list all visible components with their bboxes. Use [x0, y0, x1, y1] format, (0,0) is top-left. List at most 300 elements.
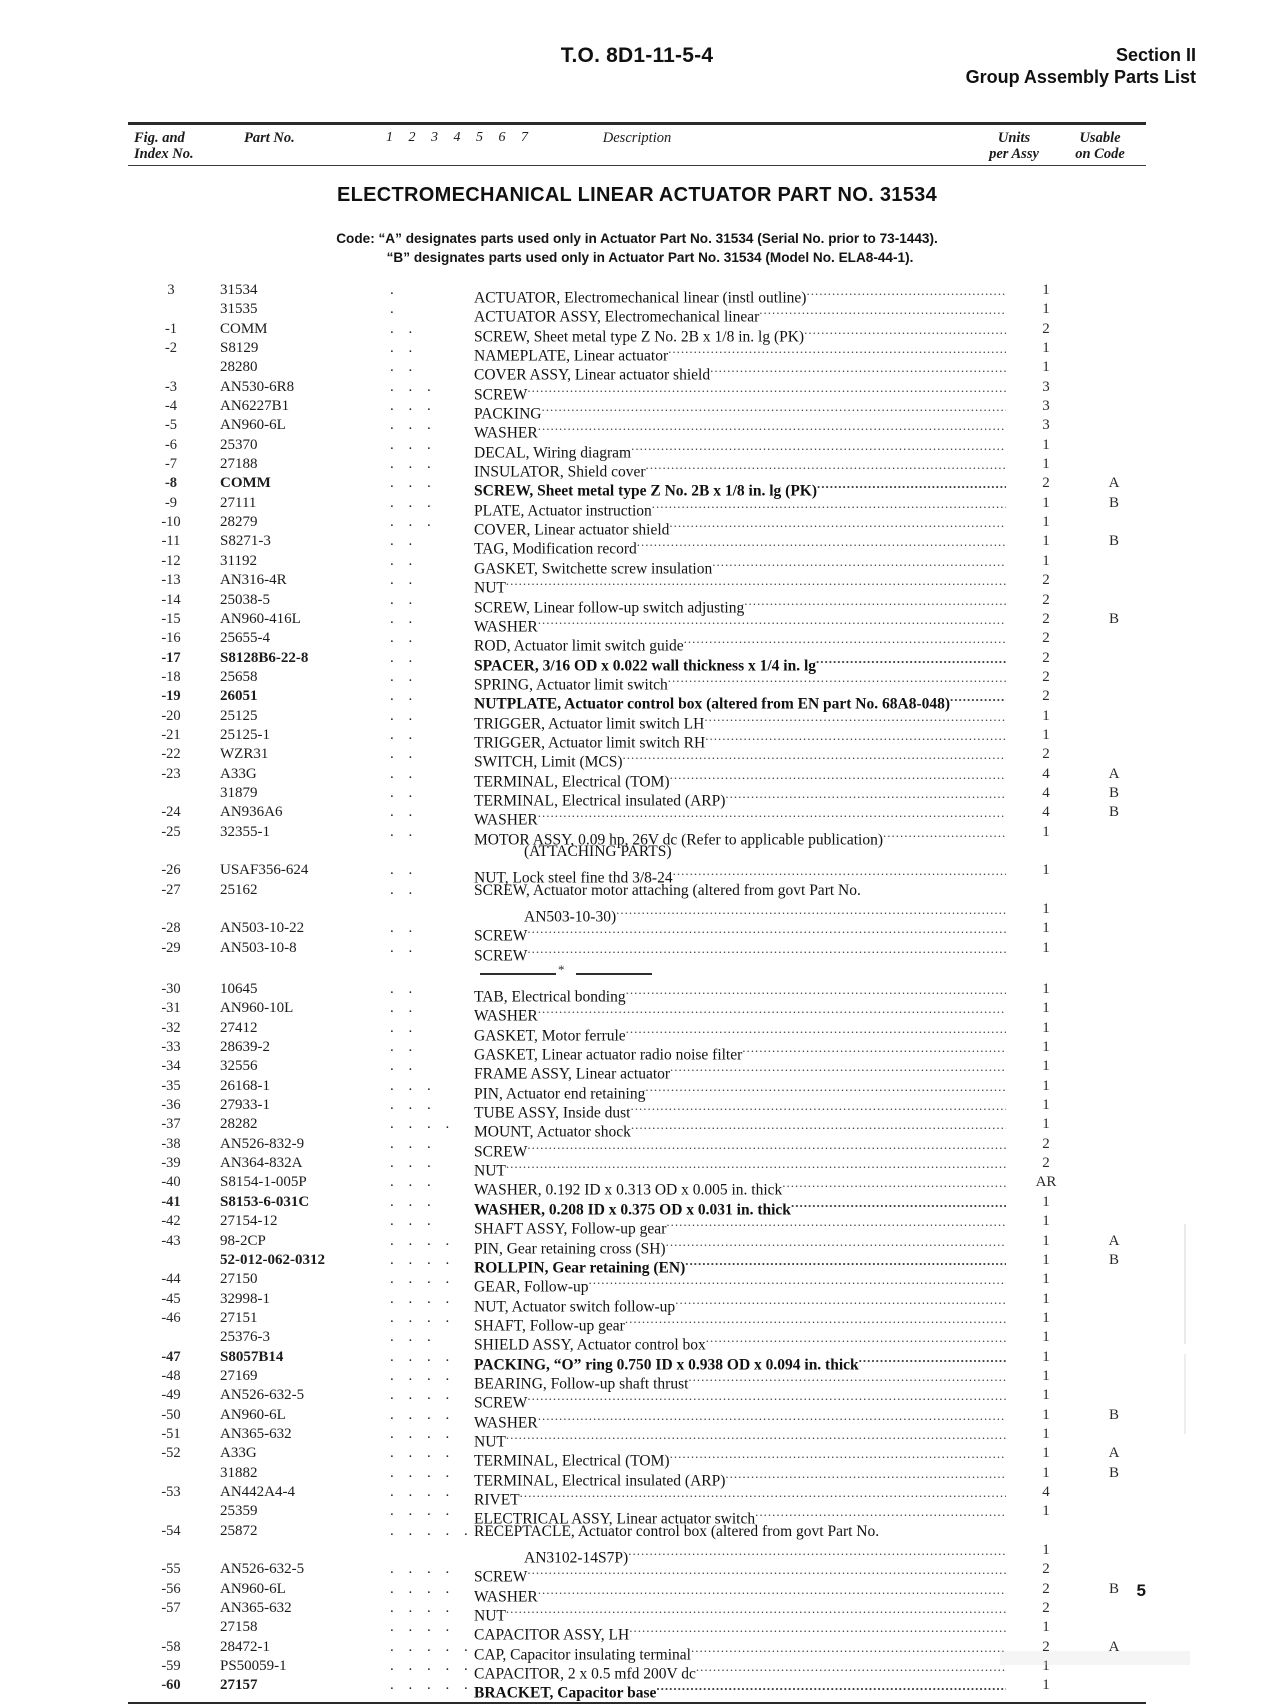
cell-indent-dots: . . . [390, 417, 437, 434]
cell-indent-dots: . . . . [390, 1580, 455, 1597]
cell-units-per-assy: 2 [1042, 1600, 1050, 1617]
description-text: CAP, Capacitor insulating terminal [474, 1646, 691, 1664]
description-text: SCREW [474, 947, 528, 965]
cell-units-per-assy: 2 [1042, 610, 1050, 627]
leader-dots [538, 999, 1006, 1018]
description-text: FRAME ASSY, Linear actuator [474, 1065, 671, 1083]
description-text: NUT [474, 1607, 506, 1625]
description-text: MOUNT, Actuator shock [474, 1123, 631, 1141]
cell-units-per-assy: 2 [1042, 630, 1050, 647]
leader-dots [806, 281, 1006, 300]
leader-dots [791, 1193, 1006, 1212]
leader-dots [704, 707, 1006, 726]
cell-part-number: 98-2CP [220, 1232, 266, 1249]
cell-part-number: S8153-6-031C [220, 1193, 310, 1210]
leader-dots [706, 1328, 1006, 1347]
cell-indent-dots: . . . . [390, 1387, 455, 1404]
cell-figure-index: -59 [161, 1658, 181, 1675]
cell-units-per-assy: 1 [1042, 1039, 1050, 1056]
cell-indent-dots: . . [390, 1019, 418, 1036]
cell-figure-index: -7 [164, 456, 178, 473]
leader-dots [637, 532, 1006, 551]
description-text: NUT, Lock steel fine thd 3/8-24 [474, 869, 673, 887]
description-text: (ATTACHING PARTS) [524, 842, 672, 860]
cell-figure-index: -20 [161, 707, 181, 724]
leader-dots [668, 668, 1006, 687]
leader-dots [623, 745, 1006, 764]
table-row [128, 358, 1146, 384]
cell-units-per-assy: 1 [1042, 920, 1050, 937]
cell-figure-index: -9 [164, 494, 178, 511]
description-text: GEAR, Follow-up [474, 1278, 589, 1296]
cell-units-per-assy: 1 [1042, 1232, 1050, 1249]
leader-dots [883, 823, 1006, 842]
cell-part-number: 27412 [220, 1019, 258, 1036]
column-header-figure-line1: Fig. and [134, 130, 185, 146]
leader-dots [670, 1444, 1006, 1463]
leader-dots [668, 339, 1006, 358]
divider-line-right [576, 973, 652, 975]
document-number: T.O. 8D1-11-5-4 [560, 44, 714, 67]
leader-dots [759, 300, 1006, 319]
cell-usable-on-code: B [1108, 494, 1119, 511]
cell-part-number: S8129 [220, 340, 259, 357]
cell-units-per-assy: 1 [1042, 436, 1050, 453]
cell-indent-dots: . . [390, 1000, 418, 1017]
cell-indent-dots: . . . [390, 475, 437, 492]
cell-part-number: COMM [220, 320, 268, 337]
leader-dots [675, 1290, 1006, 1309]
cell-indent-dots: . . . [390, 1193, 437, 1210]
cell-units-per-assy: 1 [1042, 1619, 1050, 1636]
description-text: TERMINAL, Electrical insulated (ARP) [474, 1471, 726, 1489]
description-text: INSULATOR, Shield cover [474, 463, 646, 481]
cell-units-per-assy: 4 [1042, 784, 1050, 801]
leader-dots [520, 1483, 1006, 1502]
table-row [128, 881, 1146, 900]
table-row [128, 1309, 1146, 1335]
description-text: SHAFT, Follow-up gear [474, 1317, 625, 1335]
cell-part-number: 10645 [220, 981, 258, 998]
table-row [128, 1618, 1146, 1644]
cell-figure-index: -55 [161, 1561, 181, 1578]
description-text: WASHER [474, 1588, 538, 1606]
cell-figure-index: -35 [161, 1077, 181, 1094]
leader-dots [589, 1270, 1006, 1289]
cell-units-per-assy: 2 [1042, 320, 1050, 337]
table-row [128, 1096, 1146, 1122]
table-row [128, 1444, 1146, 1470]
cell-figure-index: -1 [164, 320, 178, 337]
cell-part-number: AN960-10L [220, 1000, 294, 1017]
leader-dots [538, 416, 1006, 435]
cell-figure-index: -28 [161, 920, 181, 937]
table-row [128, 532, 1146, 558]
cell-part-number: AN364-832A [220, 1155, 303, 1172]
description-text: TAG, Modification record [474, 540, 637, 558]
description-text: SCREW, Sheet metal type Z No. 2B x 1/8 in. lg (PK) [474, 482, 818, 500]
cell-figure-index: -36 [161, 1097, 181, 1114]
table-row [128, 1019, 1146, 1045]
cell-usable-on-code: A [1108, 1445, 1120, 1462]
leader-dots [506, 1154, 1006, 1173]
description-text: PIN, Gear retaining cross (SH) [474, 1239, 666, 1257]
leader-dots [859, 1348, 1006, 1367]
cell-part-number: AN6227B1 [220, 398, 290, 415]
scan-artifact [1000, 1651, 1190, 1665]
cell-indent-dots: . . [390, 1058, 418, 1075]
description-text: ACTUATOR ASSY, Electromechanical linear [474, 308, 760, 326]
leader-dots [629, 1618, 1006, 1637]
cell-figure-index: -53 [161, 1483, 181, 1500]
column-header-indent-levels: 1 2 3 4 5 6 7 [386, 130, 534, 145]
table-row [128, 1386, 1146, 1412]
assembly-title-block [128, 184, 1146, 267]
cell-figure-index: -48 [161, 1367, 181, 1384]
leader-dots [646, 455, 1007, 474]
scan-artifact [1184, 1354, 1186, 1434]
cell-part-number: 31882 [220, 1464, 258, 1481]
cell-part-number: 32355-1 [220, 823, 270, 840]
leader-dots [712, 552, 1006, 571]
description-text: DECAL, Wiring diagram [474, 444, 632, 462]
table-row [128, 281, 1146, 307]
table-row [128, 378, 1146, 404]
table-row [128, 552, 1146, 578]
cell-indent-dots: . . . [390, 398, 437, 415]
table-row [128, 980, 1146, 1006]
cell-figure-index: -47 [161, 1348, 181, 1365]
table-row [128, 1464, 1146, 1489]
leader-dots [670, 1057, 1006, 1076]
cell-units-per-assy: 1 [1042, 1387, 1050, 1404]
cell-units-per-assy: 1 [1042, 1542, 1050, 1558]
cell-part-number: 27933-1 [220, 1097, 270, 1114]
table-row [128, 1560, 1146, 1586]
section-heading [966, 44, 1196, 89]
table-row [128, 1232, 1146, 1257]
cell-units-per-assy: 1 [1042, 1213, 1050, 1230]
table-row [128, 1483, 1146, 1509]
cell-indent-dots: . . . . [390, 1483, 455, 1500]
description-text: SCREW [474, 1568, 528, 1586]
cell-indent-dots: . . . . . [390, 1658, 474, 1675]
cell-part-number: AN526-832-9 [220, 1135, 305, 1152]
description-text: AN503-10-30) [524, 908, 617, 926]
description-text: SCREW [474, 927, 528, 945]
cell-units-per-assy: 1 [1042, 552, 1050, 569]
cell-part-number: 27154-12 [220, 1213, 278, 1230]
leader-dots [527, 1560, 1006, 1579]
cell-part-number: AN316-4R [220, 572, 287, 589]
cell-units-per-assy: 1 [1042, 1097, 1050, 1114]
cell-figure-index: -12 [161, 552, 181, 569]
cell-indent-dots: . . [390, 862, 418, 879]
leader-dots [656, 1676, 1006, 1695]
table-row [128, 1057, 1146, 1083]
table-row [128, 1193, 1146, 1219]
leader-dots [527, 1386, 1006, 1405]
description-text: RIVET [474, 1491, 520, 1509]
description-text: ELECTRICAL ASSY, Linear actuator switch [474, 1510, 756, 1528]
table-row [128, 1077, 1146, 1103]
cell-indent-dots: . . . [390, 514, 437, 531]
cell-units-per-assy: 1 [1042, 901, 1050, 917]
description-text: PLATE, Actuator instruction [474, 502, 652, 520]
cell-part-number: 25376-3 [220, 1329, 270, 1346]
cell-part-number: S8128B6-22-8 [220, 649, 309, 666]
description-text: PACKING [474, 405, 542, 423]
description-text: GASKET, Linear actuator radio noise filter [474, 1046, 743, 1064]
cell-units-per-assy: 1 [1042, 456, 1050, 473]
table-row [128, 320, 1146, 346]
cell-indent-dots: . . . [390, 1329, 437, 1346]
table-row [128, 1580, 1146, 1606]
cell-figure-index: -11 [161, 533, 181, 550]
cell-part-number: S8154-1-005P [220, 1174, 307, 1191]
description-text: NUT, Actuator switch follow-up [474, 1297, 676, 1315]
table-row [128, 939, 1146, 965]
table-row [128, 900, 1146, 926]
cell-indent-dots: . . [390, 610, 418, 627]
cell-description [524, 842, 1006, 861]
table-row [128, 1367, 1146, 1393]
column-header-units-per-assy [974, 130, 1054, 162]
cell-indent-dots: . . [390, 707, 418, 724]
cell-units-per-assy: 1 [1042, 939, 1050, 956]
cell-indent-dots: . . . [390, 494, 437, 511]
cell-figure-index: -25 [161, 823, 181, 840]
leader-dots [688, 1367, 1006, 1386]
description-text: WASHER [474, 1413, 538, 1431]
leader-dots [666, 1212, 1006, 1231]
cell-part-number: 32998-1 [220, 1290, 270, 1307]
description-text: COVER ASSY, Linear actuator shield [474, 366, 711, 384]
cell-figure-index: -24 [161, 804, 181, 821]
leader-dots [673, 861, 1006, 880]
cell-part-number: AN960-6L [220, 1406, 286, 1423]
cell-indent-dots: . . . [390, 1155, 437, 1172]
leader-dots [684, 629, 1006, 648]
cell-figure-index: -37 [161, 1116, 181, 1133]
cell-figure-index: -18 [161, 668, 181, 685]
cell-units-per-assy: 2 [1042, 591, 1050, 608]
cell-units-per-assy: 1 [1042, 1019, 1050, 1036]
cell-figure-index: -4 [164, 398, 178, 415]
cell-part-number: 28639-2 [220, 1039, 270, 1056]
cell-part-number: 25125-1 [220, 726, 270, 743]
column-header-code-line1: Usable [1079, 130, 1121, 146]
column-header-description: Description [602, 130, 672, 146]
table-row [128, 1290, 1146, 1315]
cell-figure-index: -29 [161, 939, 181, 956]
cell-part-number: 31192 [220, 552, 257, 569]
cell-part-number: 25125 [220, 707, 258, 724]
table-row [128, 610, 1146, 636]
cell-part-number: AN503-10-8 [220, 939, 297, 956]
table-row [128, 513, 1146, 539]
cell-units-per-assy: 1 [1042, 514, 1050, 531]
cell-indent-dots: . . . . [390, 1600, 455, 1617]
header-rule-bottom [128, 165, 1146, 166]
cell-indent-dots: . . . . [390, 1619, 455, 1636]
description-text: AN3102-14S7P) [524, 1549, 629, 1567]
cell-part-number: 27158 [220, 1619, 258, 1636]
leader-dots [670, 765, 1006, 784]
leader-dots [631, 436, 1006, 455]
cell-figure-index: -17 [161, 649, 181, 666]
table-row [128, 1638, 1146, 1664]
section-label: Section II [1115, 45, 1196, 65]
table-row [128, 300, 1146, 326]
leader-dots [541, 397, 1006, 416]
cell-figure-index: -5 [164, 417, 178, 434]
cell-figure-index: -10 [161, 514, 181, 531]
cell-indent-dots: . . [390, 746, 418, 763]
cell-usable-on-code: B [1108, 1464, 1119, 1481]
cell-units-per-assy: 1 [1042, 1329, 1050, 1346]
description-text: TERMINAL, Electrical insulated (ARP) [474, 792, 726, 810]
cell-part-number: 25038-5 [220, 591, 270, 608]
cell-units-per-assy: 1 [1042, 1464, 1050, 1481]
cell-figure-index: -58 [161, 1638, 181, 1655]
description-text: TERMINAL, Electrical (TOM) [474, 1452, 670, 1470]
leader-dots [817, 474, 1006, 493]
cell-usable-on-code: B [1108, 1406, 1119, 1423]
cell-usable-on-code: B [1108, 784, 1119, 801]
table-row [128, 1522, 1146, 1541]
cell-indent-dots: . . [390, 668, 418, 685]
cell-figure-index: -32 [161, 1019, 181, 1036]
cell-units-per-assy: 1 [1042, 533, 1050, 550]
cell-units-per-assy: 1 [1042, 340, 1050, 357]
cell-indent-dots: . . [390, 552, 418, 569]
cell-part-number: 28472-1 [220, 1638, 270, 1655]
cell-part-number: AN526-632-5 [220, 1387, 305, 1404]
table-row [128, 803, 1146, 829]
cell-units-per-assy: 2 [1042, 746, 1050, 763]
table-row [128, 687, 1146, 713]
cell-part-number: 31535 [220, 301, 258, 318]
leader-dots [527, 919, 1006, 938]
table-row [128, 842, 1146, 861]
cell-part-number: 27188 [220, 456, 258, 473]
description-text: ROLLPIN, Gear retaining (EN) [474, 1259, 686, 1277]
description-text: NAMEPLATE, Linear actuator [474, 347, 669, 365]
cell-indent-dots: . . . . . [390, 1677, 474, 1694]
cell-units-per-assy: 1 [1042, 726, 1050, 743]
table-row [128, 1599, 1146, 1625]
cell-units-per-assy: 3 [1042, 378, 1050, 395]
cell-indent-dots: . . . . [390, 1116, 455, 1133]
cell-part-number: COMM [220, 475, 271, 492]
table-row [128, 861, 1146, 887]
table-row [128, 1657, 1146, 1683]
table-row [128, 455, 1146, 481]
running-head [78, 44, 1196, 106]
cell-indent-dots: . . . . [390, 1271, 455, 1288]
description-text: WASHER [474, 618, 538, 636]
cell-figure-index: -46 [161, 1309, 181, 1326]
cell-figure-index: -51 [161, 1425, 181, 1442]
cell-units-per-assy: 1 [1042, 1058, 1050, 1075]
description-text: SCREW [474, 1143, 528, 1161]
cell-figure-index: -41 [161, 1193, 181, 1210]
table-row [128, 591, 1146, 616]
cell-part-number: A33G [220, 765, 257, 782]
table-row [128, 571, 1146, 597]
cell-figure-index: -13 [161, 572, 181, 589]
description-text: SCREW, Actuator motor attaching (altered from govt Part No. [474, 881, 861, 899]
cell-figure-index: -23 [161, 765, 181, 782]
cell-indent-dots: . [390, 282, 400, 298]
description-text: NUTPLATE, Actuator control box (altered from EN part No. 68A8-048) [474, 695, 951, 713]
cell-units-per-assy: 1 [1042, 1193, 1050, 1210]
cell-units-per-assy: 1 [1042, 1000, 1050, 1017]
table-row [128, 1135, 1146, 1161]
table-row [128, 1328, 1146, 1354]
leader-dots [666, 1232, 1006, 1251]
cell-figure-index: -56 [161, 1580, 181, 1597]
cell-part-number: S8271-3 [220, 533, 271, 550]
cell-units-per-assy: 2 [1042, 649, 1050, 666]
section-divider [128, 958, 1146, 980]
cell-figure-index: -21 [161, 726, 181, 743]
cell-indent-dots: . . [390, 359, 418, 376]
cell-units-per-assy: 1 [1042, 1116, 1050, 1133]
leader-dots [725, 1464, 1006, 1483]
leader-dots [725, 784, 1006, 803]
document-page [0, 44, 1274, 1702]
cell-indent-dots: . . . . [390, 1232, 455, 1249]
cell-units-per-assy: 1 [1042, 1503, 1050, 1520]
cell-indent-dots: . . . [390, 456, 437, 473]
cell-indent-dots: . . . [390, 436, 437, 453]
cell-figure-index: -6 [164, 436, 178, 453]
cell-figure-index: -31 [161, 1000, 181, 1017]
column-header-part-no: Part No. [244, 130, 295, 146]
description-text: BEARING, Follow-up shaft thrust [474, 1375, 689, 1393]
cell-part-number: AN960-6L [220, 417, 286, 434]
leader-dots [616, 900, 1006, 919]
description-text: SCREW [474, 1394, 528, 1412]
leader-dots [538, 610, 1006, 629]
table-row [128, 339, 1146, 365]
description-text: SCREW [474, 386, 528, 404]
table-row [128, 649, 1146, 674]
parts-list-table [128, 281, 1146, 1702]
description-text: NUT [474, 579, 506, 597]
description-text: SCREW, Linear follow-up switch adjusting [474, 598, 745, 616]
cell-figure-index: -52 [161, 1445, 181, 1462]
table-row [128, 397, 1146, 423]
cell-figure-index: -14 [161, 591, 181, 608]
cell-usable-on-code: A [1108, 1638, 1120, 1655]
cell-indent-dots: . . . . [390, 1348, 455, 1365]
description-text: PIN, Actuator end retaining [474, 1085, 646, 1103]
table-row [128, 823, 1146, 848]
cell-part-number: USAF356-624 [220, 862, 309, 879]
cell-usable-on-code: B [1108, 533, 1119, 550]
cell-figure-index: -15 [161, 610, 181, 627]
leader-dots [742, 1038, 1006, 1057]
description-text: WASHER [474, 811, 538, 829]
table-row [128, 1406, 1146, 1431]
cell-units-per-assy: 1 [1042, 282, 1050, 298]
asterisk-divider [480, 962, 652, 978]
leader-dots [645, 1077, 1006, 1096]
description-text: WASHER [474, 1007, 538, 1025]
